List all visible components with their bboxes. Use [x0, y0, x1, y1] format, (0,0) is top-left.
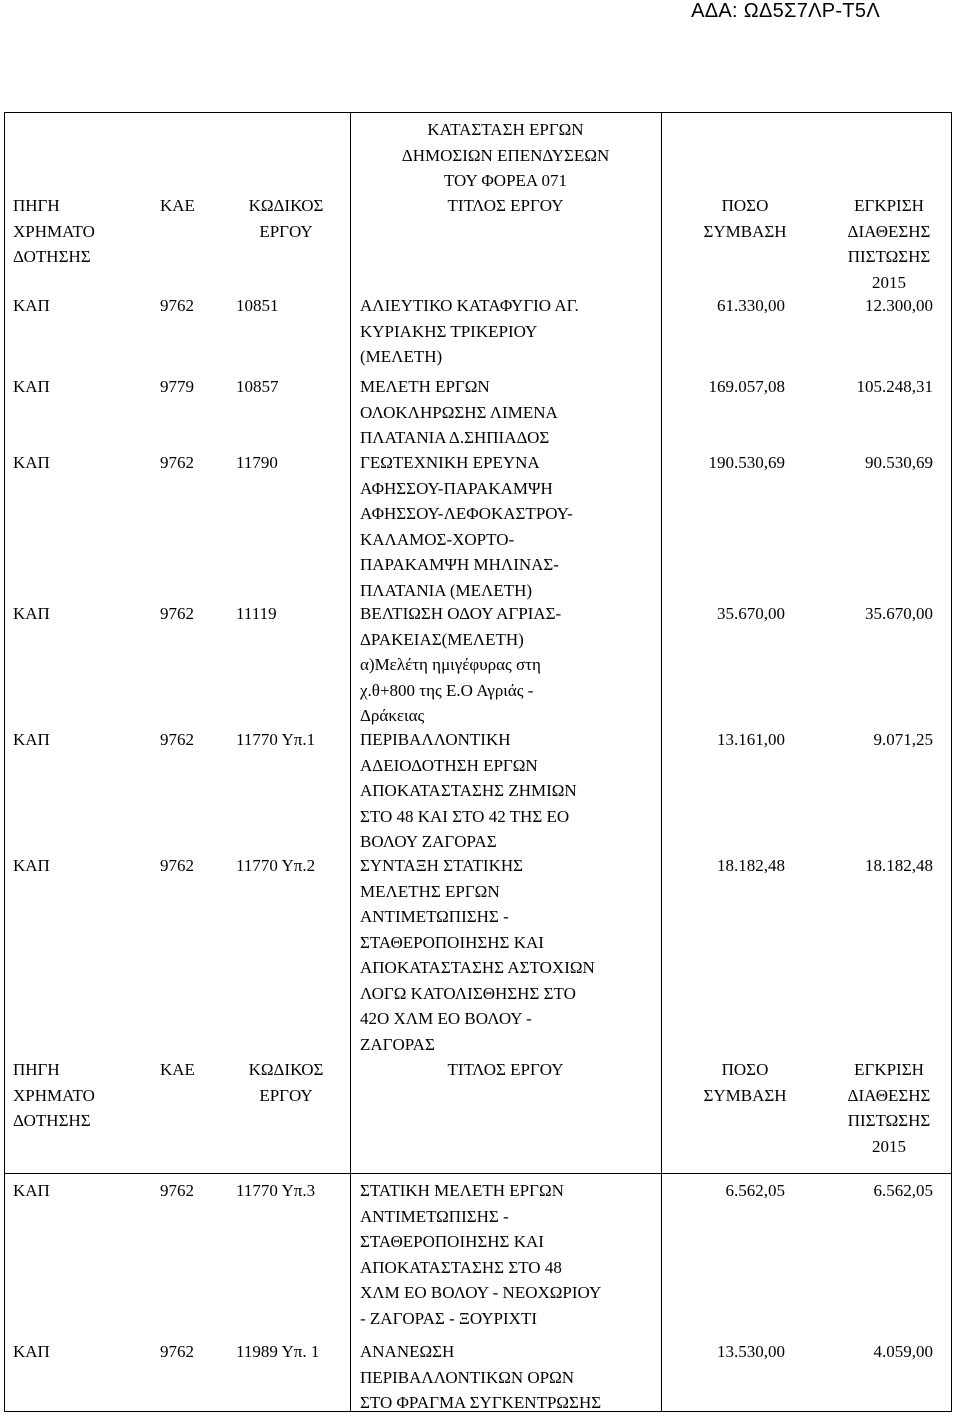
row-amount: 169.057,08 — [708, 377, 785, 396]
row-title-line: ΚΥΡΙΑΚΗΣ ΤΡΙΚΕΡΙΟΥ — [360, 321, 538, 341]
row-source: ΚΑΠ — [13, 377, 50, 396]
table-title — [350, 117, 661, 194]
row-kae: 9762 — [160, 296, 194, 315]
row-source: ΚΑΠ — [13, 296, 50, 315]
row-title-line: Δράκειας — [360, 706, 425, 725]
title-line: ΤΟΥ ΦΟΡΕΑ 071 — [443, 171, 568, 190]
header-line: ΣΥΜΒΑΣΗ — [703, 1085, 787, 1105]
row-title-line: ΑΦΗΣΣΟΥ-ΛΕΦΟΚΑΣΤΡΟΥ- — [360, 504, 573, 523]
row-title-line: χ.θ+800 της Ε.Ο Αγριάς - — [360, 680, 534, 700]
header-code — [231, 1057, 341, 1108]
row-kae: 9779 — [160, 377, 194, 396]
ada-stamp: ΑΔΑ: ΩΔ5Σ7ΛΡ-Τ5Λ — [691, 0, 880, 22]
header-line: ΠΟΣΟ — [721, 196, 769, 215]
row-title-line: ΣΤΟ 48 ΚΑΙ ΣΤΟ 42 ΤΗΣ ΕΟ — [360, 806, 570, 826]
title-line: ΚΑΤΑΣΤΑΣΗ ΕΡΓΩΝ — [427, 120, 584, 139]
row-title — [360, 1339, 601, 1416]
row-title-line: ΑΝΑΝΕΩΣΗ — [360, 1342, 455, 1361]
row-kae: 9762 — [160, 604, 194, 623]
header-code — [231, 193, 341, 244]
header-line: ΠΙΣΤΩΣΗΣ — [847, 247, 931, 266]
header-line: 2015 — [872, 1136, 906, 1156]
column-divider — [350, 113, 351, 1411]
row-title-line: (ΜΕΛΕΤΗ) — [360, 347, 443, 366]
row-source: ΚΑΠ — [13, 730, 50, 749]
row-amount: 18.182,48 — [717, 856, 785, 875]
header-line: ΔΙΑΘΕΣΗΣ — [847, 1085, 931, 1105]
row-code: 11989 Υπ. 1 — [236, 1342, 320, 1361]
row-kae: 9762 — [160, 1342, 194, 1361]
row-code: 11770 Υπ.3 — [236, 1181, 316, 1200]
header-line: ΠΗΓΗ — [13, 196, 60, 215]
row-source: ΚΑΠ — [13, 856, 50, 875]
header-line: 2015 — [872, 272, 906, 292]
row-title — [360, 374, 558, 451]
header-line: ΔΟΤΗΣΗΣ — [13, 247, 91, 266]
row-kae: 9762 — [160, 856, 194, 875]
header-approval — [825, 193, 953, 295]
row-source: ΚΑΠ — [13, 453, 50, 472]
header-amount — [675, 1057, 815, 1108]
header-line: ΕΡΓΟΥ — [259, 221, 313, 241]
row-approval: 90.530,69 — [865, 453, 933, 472]
row-code: 11770 Υπ.2 — [236, 856, 316, 875]
header-line: ΔΙΑΘΕΣΗΣ — [847, 221, 931, 241]
header-approval — [825, 1057, 953, 1159]
title-line: ΔΗΜΟΣΙΩΝ ΕΠΕΝΔΥΣΕΩΝ — [401, 145, 610, 165]
row-source: ΚΑΠ — [13, 1181, 50, 1200]
row-title-line: ΠΕΡΙΒΑΛΛΟΝΤΙΚΩΝ ΟΡΩΝ — [360, 1367, 575, 1387]
row-title-line: ΑΔΕΙΟΔΟΤΗΣΗ ΕΡΓΩΝ — [360, 755, 538, 775]
row-code: 10851 — [236, 296, 279, 315]
header-line: ΚΩΔΙΚΟΣ — [248, 196, 324, 215]
row-kae: 9762 — [160, 1181, 194, 1200]
row-title-line: ΧΛΜ ΕΟ ΒΟΛΟΥ - ΝΕΟΧΩΡΙΟΥ — [360, 1283, 602, 1302]
row-title-line: ΒΕΛΤΙΩΣΗ ΟΔΟΥ ΑΓΡΙΑΣ- — [360, 604, 562, 623]
row-title-line: ΚΑΛΑΜΟΣ-ΧΟΡΤΟ- — [360, 529, 515, 549]
row-kae: 9762 — [160, 453, 194, 472]
header-line: ΚΩΔΙΚΟΣ — [248, 1060, 324, 1079]
row-source: ΚΑΠ — [13, 1342, 50, 1361]
row-code: 11770 Υπ.1 — [236, 730, 316, 749]
row-code: 10857 — [236, 377, 279, 396]
row-amount: 35.670,00 — [717, 604, 785, 623]
header-line: ΕΓΚΡΙΣΗ — [854, 1060, 924, 1079]
row-approval: 12.300,00 — [865, 296, 933, 315]
row-title-line: ΠΛΑΤΑΝΙΑ Δ.ΣΗΠΙΑΔΟΣ — [360, 428, 550, 447]
row-title-line: ΠΕΡΙΒΑΛΛΟΝΤΙΚΗ — [360, 730, 511, 749]
row-code: 11790 — [236, 453, 278, 472]
row-approval: 105.248,31 — [856, 377, 933, 396]
header-source — [13, 193, 95, 270]
header-line: ΕΡΓΟΥ — [259, 1085, 313, 1105]
row-title-line: ΣΤΟ ΦΡΑΓΜΑ ΣΥΓΚΕΝΤΡΩΣΗΣ — [360, 1393, 602, 1412]
row-title-line: ΒΟΛΟΥ ΖΑΓΟΡΑΣ — [360, 832, 497, 851]
row-title — [360, 293, 579, 370]
row-title-line: ΠΑΡΑΚΑΜΨΗ ΜΗΛΙΝΑΣ- — [360, 555, 559, 574]
row-approval: 18.182,48 — [865, 856, 933, 875]
row-title-line: ΣΤΑΤΙΚΗ ΜΕΛΕΤΗ ΕΡΓΩΝ — [360, 1181, 564, 1200]
row-title-line: ΛΟΓΩ ΚΑΤΟΛΙΣΘΗΣΗΣ ΣΤΟ — [360, 983, 576, 1003]
row-code: 11119 — [236, 604, 277, 623]
row-amount: 13.530,00 — [717, 1342, 785, 1361]
header-line: ΠΗΓΗ — [13, 1060, 60, 1079]
row-title-line: ΣΤΑΘΕΡΟΠΟΙΗΣΗΣ ΚΑΙ — [360, 1232, 544, 1251]
row-title-line: ΖΑΓΟΡΑΣ — [360, 1034, 435, 1054]
row-title-line: α)Μελέτη ημιγέφυρας στη — [360, 655, 541, 674]
header-line: ΕΓΚΡΙΣΗ — [854, 196, 924, 215]
row-title-line: ΔΡΑΚΕΙΑΣ(ΜΕΛΕΤΗ) — [360, 629, 524, 649]
row-title-line: - ΖΑΓΟΡΑΣ - ΞΟΥΡΙΧΤΙ — [360, 1308, 537, 1328]
row-title-line: ΑΝΤΙΜΕΤΩΠΙΣΗΣ - — [360, 907, 509, 926]
row-amount: 190.530,69 — [708, 453, 785, 472]
header-line: ΠΟΣΟ — [721, 1060, 769, 1079]
row-title-line: ΟΛΟΚΛΗΡΩΣΗΣ ΛΙΜΕΝΑ — [360, 402, 558, 422]
header-line: ΣΥΜΒΑΣΗ — [703, 221, 787, 241]
row-title-line: ΜΕΛΕΤΗ ΕΡΓΩΝ — [360, 377, 490, 396]
row-approval: 4.059,00 — [873, 1342, 933, 1361]
row-approval: 6.562,05 — [873, 1181, 933, 1200]
header-line: ΠΙΣΤΩΣΗΣ — [847, 1111, 931, 1130]
works-table — [4, 112, 952, 1412]
row-title-line: ΑΠΟΚΑΤΑΣΤΑΣΗΣ ΖΗΜΙΩΝ — [360, 781, 577, 800]
column-divider — [661, 113, 662, 1411]
row-title-line: ΠΛΑΤΑΝΙΑ (ΜΕΛΕΤΗ) — [360, 580, 533, 600]
header-amount — [675, 193, 815, 244]
row-title-line: ΜΕΛΕΤΗΣ ΕΡΓΩΝ — [360, 881, 500, 901]
row-title — [360, 1178, 601, 1331]
header-work-title: ΤΙΤΛΟΣ ΕΡΓΟΥ — [447, 196, 564, 215]
row-approval: 35.670,00 — [865, 604, 933, 623]
row-source: ΚΑΠ — [13, 604, 50, 623]
row-approval: 9.071,25 — [873, 730, 933, 749]
header-kae: ΚΑΕ — [160, 196, 195, 215]
row-title-line: ΣΥΝΤΑΞΗ ΣΤΑΤΙΚΗΣ — [360, 856, 524, 875]
row-title-line: ΑΠΟΚΑΤΑΣΤΑΣΗΣ ΑΣΤΟΧΙΩΝ — [360, 958, 595, 977]
header-line: ΧΡΗΜΑΤΟ — [13, 1085, 95, 1105]
section-divider — [5, 1173, 951, 1174]
row-title — [360, 450, 573, 603]
header-line: ΧΡΗΜΑΤΟ — [13, 221, 95, 241]
header-source — [13, 1057, 95, 1134]
row-title-line: 42Ο ΧΛΜ ΕΟ ΒΟΛΟΥ - — [360, 1009, 532, 1028]
row-kae: 9762 — [160, 730, 194, 749]
row-amount: 61.330,00 — [717, 296, 785, 315]
row-title — [360, 853, 595, 1057]
row-title — [360, 727, 577, 855]
row-title-line: ΑΠΟΚΑΤΑΣΤΑΣΗΣ ΣΤΟ 48 — [360, 1257, 562, 1277]
header-kae: ΚΑΕ — [160, 1060, 195, 1079]
row-title-line: ΣΤΑΘΕΡΟΠΟΙΗΣΗΣ ΚΑΙ — [360, 932, 544, 952]
header-work-title: ΤΙΤΛΟΣ ΕΡΓΟΥ — [447, 1060, 564, 1079]
row-title-line: ΑΛΙΕΥΤΙΚΟ ΚΑΤΑΦΥΓΙΟ ΑΓ. — [360, 296, 579, 315]
row-title — [360, 601, 561, 729]
row-amount: 13.161,00 — [717, 730, 785, 749]
row-title-line: ΑΝΤΙΜΕΤΩΠΙΣΗΣ - — [360, 1206, 509, 1226]
header-line: ΔΟΤΗΣΗΣ — [13, 1111, 91, 1130]
row-title-line: ΑΦΗΣΣΟΥ-ΠΑΡΑΚΑΜΨΗ — [360, 478, 553, 498]
row-amount: 6.562,05 — [725, 1181, 785, 1200]
row-title-line: ΓΕΩΤΕΧΝΙΚΗ ΕΡΕΥΝΑ — [360, 453, 540, 472]
